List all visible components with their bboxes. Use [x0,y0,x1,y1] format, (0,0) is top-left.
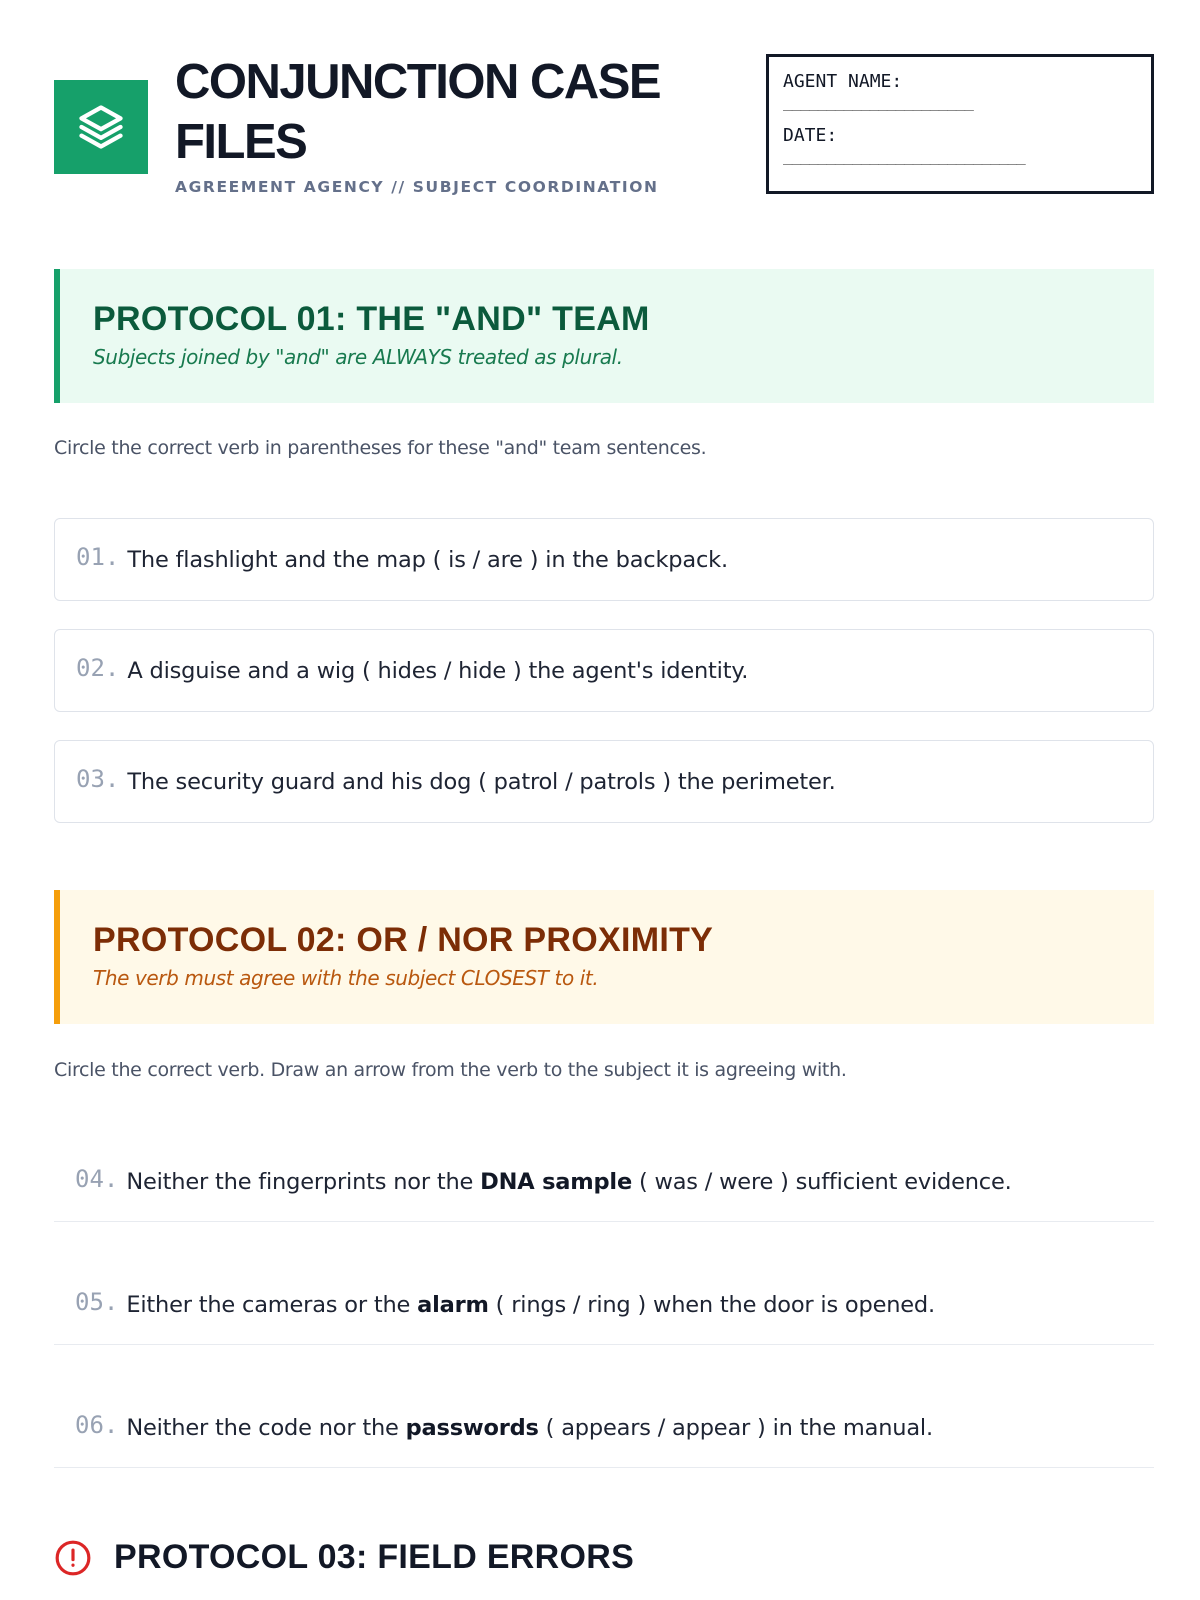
title-block [175,52,715,196]
protocol-01-instruction: Circle the correct verb in parentheses for these "and" team sentences. [54,437,707,459]
question-number: 03. [76,764,120,793]
protocol-01-banner [54,269,1154,403]
question-text [126,1169,1011,1195]
question-box[interactable] [54,518,1154,601]
alert-circle-icon [54,1539,92,1577]
question-text-before: Neither the fingerprints nor the [126,1168,481,1195]
agent-name-label: AGENT NAME: [783,71,903,92]
page-header [54,52,1154,202]
question-text [126,1292,935,1318]
page-title: CONJUNCTION CASE FILES [175,55,661,169]
question-text: A disguise and a wig ( hides / hide ) the agent's identity. [127,657,749,684]
protocol-03-heading [54,1538,634,1577]
closest-subject: passwords [405,1414,539,1441]
agent-info-box [766,54,1154,194]
question-text: The security guard and his dog ( patrol / patrols ) the perimeter. [127,768,836,795]
logo [54,80,148,174]
question-row[interactable] [54,1265,1154,1345]
date-label: DATE: [783,125,838,146]
protocol-01-title: PROTOCOL 01: THE "AND" TEAM [93,300,650,338]
agent-name-field[interactable]: ______________________ [783,95,973,111]
question-text: The flashlight and the map ( is / are ) in the backpack. [127,546,728,573]
question-text-before: Neither the code nor the [126,1414,406,1441]
question-number: 02. [76,653,120,682]
question-row[interactable] [54,1142,1154,1222]
question-row[interactable] [54,1388,1154,1468]
protocol-02-rule: The verb must agree with the subject CLOSEST to it. [93,966,599,990]
protocol-02-title: PROTOCOL 02: OR / NOR PROXIMITY [93,921,714,959]
page-subtitle: AGREEMENT AGENCY // SUBJECT COORDINATION [175,178,659,196]
question-box[interactable] [54,740,1154,823]
protocol-03-title: PROTOCOL 03: FIELD ERRORS [114,1538,635,1576]
question-text-after: ( appears / appear ) in the manual. [538,1414,933,1441]
question-text [126,1415,933,1441]
closest-subject: alarm [417,1291,489,1318]
protocol-02-instruction: Circle the correct verb. Draw an arrow from the verb to the subject it is agreeing with. [54,1059,847,1081]
question-text-after: ( was / were ) sufficient evidence. [632,1168,1012,1195]
question-number: 04. [75,1164,119,1193]
protocol-02-banner [54,890,1154,1024]
layers-icon [75,101,127,153]
question-text-after: ( rings / ring ) when the door is opened. [488,1291,935,1318]
date-field[interactable]: ____________________________ [783,149,1025,165]
closest-subject: DNA sample [480,1168,633,1195]
question-number: 01. [76,542,120,571]
question-number: 06. [75,1410,119,1439]
question-text-before: Either the cameras or the [126,1291,418,1318]
question-box[interactable] [54,629,1154,712]
protocol-01-rule: Subjects joined by "and" are ALWAYS treated as plural. [93,345,623,369]
question-number: 05. [75,1287,119,1316]
